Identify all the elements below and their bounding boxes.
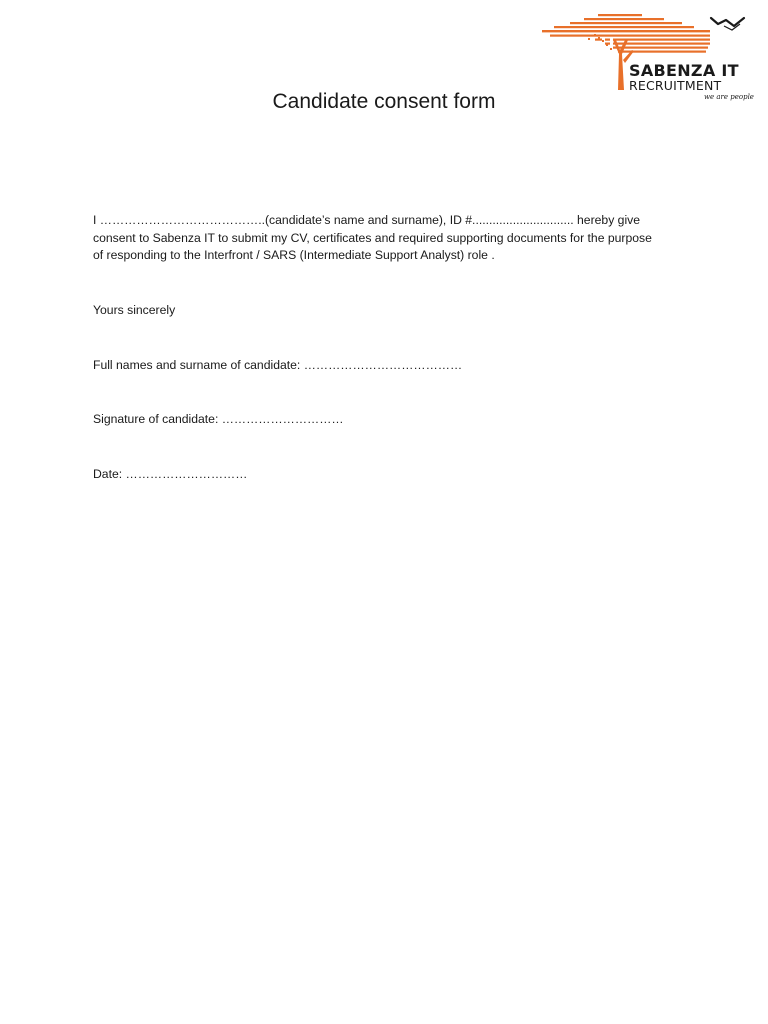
document-title: Candidate consent form xyxy=(272,90,496,113)
signature-field: Signature of candidate: ………………………… xyxy=(93,412,344,426)
date-field: Date: ………………………… xyxy=(93,467,248,481)
closing-text: Yours sincerely xyxy=(93,303,176,317)
logo-company-name: SABENZA IT xyxy=(629,61,739,80)
logo-subtitle: RECRUITMENT xyxy=(629,78,722,93)
consent-paragraph: I …………………………………..(candidate’s name and surname), ID #.............................. hereby give consent to Sabenza IT to submit my CV, certificates and required supporting documents for the purpose of responding to the Interfront / SARS (Intermediate Support Analyst) role . xyxy=(93,213,652,263)
full-name-field: Full names and surname of candidate: ………………………………… xyxy=(93,358,463,372)
logo-tagline: we are people xyxy=(704,93,754,101)
